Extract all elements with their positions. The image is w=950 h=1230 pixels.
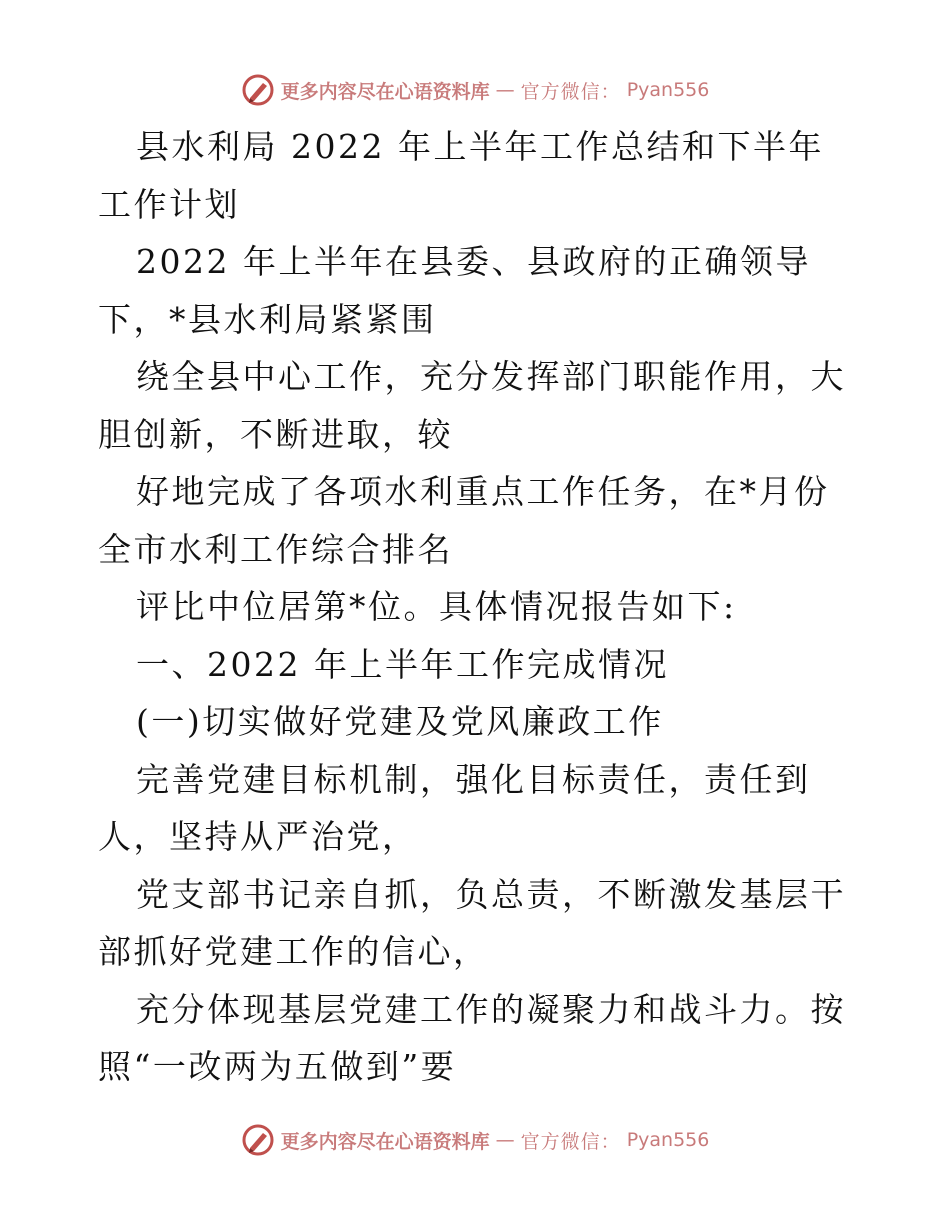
pen-logo-icon [241, 73, 275, 107]
section-heading: 一、2022 年上半年工作完成情况 [136, 644, 669, 684]
header-watermark [0, 70, 950, 110]
watermark-brand: 更多内容尽在心语资料库 [280, 80, 490, 103]
watermark-separator: — [495, 79, 515, 101]
document-body [98, 118, 858, 1096]
watermark-label: 官方微信： [520, 80, 621, 103]
paragraph: 充分体现基层党建工作的凝聚力和战斗力。按照“一改两为五做到”要 [98, 989, 846, 1086]
paragraph: 2022 年上半年在县委、县政府的正确领导下，*县水利局紧紧围 [98, 242, 811, 339]
subsection-heading: (一)切实做好党建及党风廉政工作 [136, 702, 664, 741]
paragraph: 好地完成了各项水利重点工作任务，在*月份全市水利工作综合排名 [98, 472, 830, 569]
paragraph: 绕全县中心工作，充分发挥部门职能作用，大胆创新，不断进取，较 [98, 357, 846, 454]
watermark-handle: Pyan556 [626, 1129, 710, 1151]
doc-title: 县水利局 2022 年上半年工作总结和下半年工作计划 [98, 127, 824, 224]
paragraph: 完善党建目标机制，强化目标责任，责任到人，坚持从严治党， [98, 759, 811, 856]
watermark-brand: 更多内容尽在心语资料库 [280, 1130, 490, 1153]
watermark-separator: — [495, 1129, 515, 1151]
paragraph: 党支部书记亲自抓，负总责，不断激发基层干部抓好党建工作的信心， [98, 874, 846, 971]
paragraph: 评比中位居第*位。具体情况报告如下: [136, 587, 737, 626]
footer-watermark [0, 1120, 950, 1160]
pen-logo-icon [241, 1123, 275, 1157]
watermark-label: 官方微信： [520, 1130, 621, 1153]
watermark-handle: Pyan556 [626, 79, 710, 101]
